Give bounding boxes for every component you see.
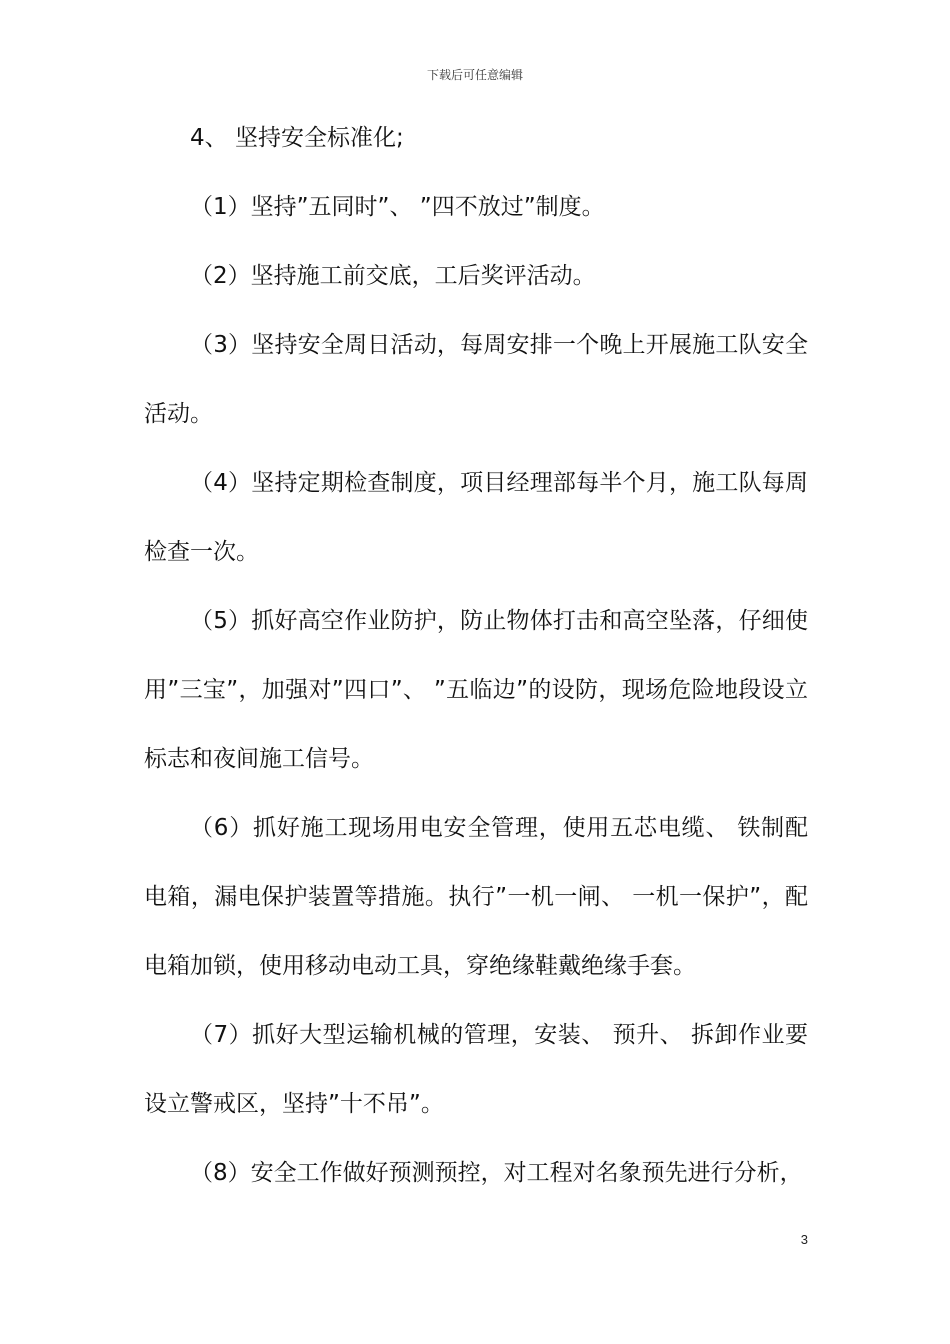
paragraph-item-1: （1）坚持”五同时”、 ”四不放过”制度。	[190, 194, 605, 220]
document-body	[144, 104, 808, 1208]
paragraph-item-4: 4、 坚持安全标准化;	[190, 125, 404, 151]
paragraph-item-3: （3）坚持安全周日活动，每周安排一个晚上开展施工队安全活动。	[144, 332, 808, 427]
paragraph-item-5: （5）抓好高空作业防护，防止物体打击和高空坠落，仔细使用”三宝”，加强对”四口”、 ”五临边”的设防，现场危险地段设立标志和夜间施工信号。	[144, 608, 808, 772]
paragraph-item-6: （6）抓好施工现场用电安全管理，使用五芯电缆、 铁制配电箱，漏电保护装置等措施。执行”一机一闸、 一机一保护”，配电箱加锁，使用移动电动工具，穿绝缘鞋戴绝缘手套。	[144, 815, 808, 979]
paragraph-item-2: （2）坚持施工前交底，工后奖评活动。	[190, 263, 596, 289]
paragraph-item-4-inspection: （4）坚持定期检查制度，项目经理部每半个月，施工队每周检查一次。	[144, 470, 808, 565]
page-number: 3	[800, 1232, 808, 1247]
header-note: 下载后可任意编辑	[426, 68, 523, 82]
paragraph-item-8: （8）安全工作做好预测预控，对工程对名象预先进行分析，	[190, 1160, 803, 1186]
paragraph-item-7: （7）抓好大型运输机械的管理，安装、 预升、 拆卸作业要设立警戒区，坚持”十不吊”。	[144, 1022, 808, 1117]
